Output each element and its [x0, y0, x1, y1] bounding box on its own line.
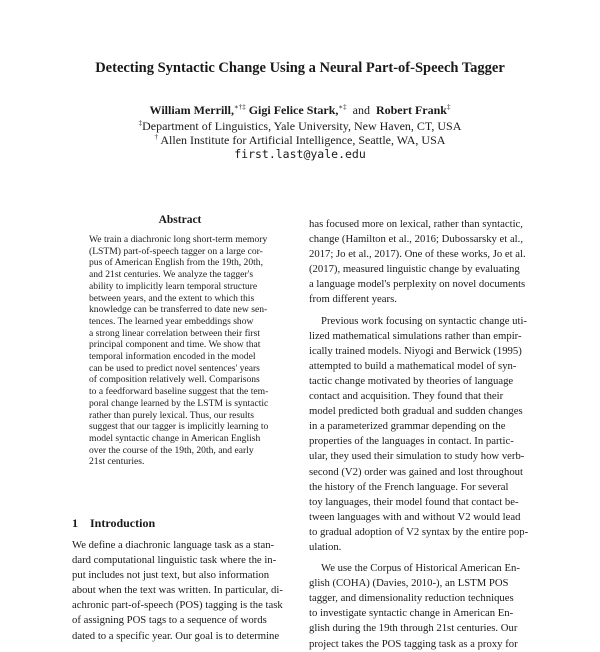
text-line: poral change learned by the LSTM is syntactic [89, 397, 269, 409]
author-marks: ∗‡ [338, 103, 347, 111]
text-line: glish (COHA) (Davies, 2010-), an LSTM POS [309, 577, 509, 590]
paper-title: Detecting Syntactic Change Using a Neural Part-of-Speech Tagger [95, 60, 505, 76]
text-line: over the course of the 19th, 20th, and early [89, 444, 254, 456]
author-marks: ‡ [446, 103, 451, 111]
text-line: We use the Corpus of Historical American En- [321, 562, 520, 575]
text-line: of assigning POS tags to a sequence of words [72, 614, 267, 627]
text-line: model syntactic change in American English [89, 432, 261, 444]
text-line: pus of American English from the 19th, 20th, [89, 257, 263, 269]
text-line: tween languages with and without V2 would lead [309, 510, 521, 523]
text-line: change (Hamilton et al., 2016; Dubossarsky et al., [309, 233, 523, 246]
text-line: rather than purely lexical. Thus, our results [89, 409, 255, 421]
abstract-body [89, 234, 275, 468]
text-line: temporal information encoded in the model [89, 351, 256, 363]
text-line: knowledge can be transferred to date new sen- [89, 304, 268, 316]
text-line: and 21st centuries. We analyze the tagger's [89, 269, 254, 281]
introduction-body [72, 538, 293, 644]
author-conjunction: and [352, 103, 370, 117]
text-line: a strong linear correlation between their first [89, 327, 261, 339]
text-line: ular, they used their simulation to study how verb- [309, 450, 525, 463]
text-line: dard computational linguistic task where the in- [72, 554, 277, 567]
text-line: can be used to predict novel sentences' years [89, 362, 260, 374]
text-line: ically trained models. Niyogi and Berwick (1995) [309, 344, 522, 357]
affiliation-text: Allen Institute for Artificial Intelligence, Seattle, WA, USA [160, 133, 446, 147]
text-line: ulation. [309, 540, 342, 553]
text-line: put includes not just text, but also information [72, 569, 270, 582]
text-line: attempted to build a mathematical model of syn- [309, 359, 517, 372]
text-line: properties of the languages in contact. In partic- [309, 435, 514, 448]
text-line: the history of the French language. For several [309, 480, 509, 493]
text-line: project takes the POS tagging task as a proxy for [309, 637, 518, 650]
author-name: Robert Frank [375, 103, 447, 117]
text-line: We define a diachronic language task as a stan- [72, 539, 275, 551]
abstract-heading: Abstract [158, 214, 202, 226]
affiliation [0, 119, 600, 134]
text-line: of composition relatively well. Comparisons [89, 374, 260, 386]
text-line: 21st centuries. [89, 456, 145, 468]
text-line: glish during the 19th through 21st centuries. Our [309, 622, 518, 635]
author-list [0, 103, 600, 118]
text-line: tactic change motivated by theories of language [309, 374, 514, 387]
text-line: in a parameterized grammar depending on the [309, 420, 506, 433]
text-line: principal component and time. We show that [89, 339, 261, 351]
affiliation [0, 133, 600, 148]
text-line: toy languages, their model found that contact be- [309, 495, 519, 508]
text-line: dated to a specific year. Our goal is to determine [72, 629, 280, 642]
author-marks: ∗†‡ [233, 103, 246, 111]
text-line: has focused more on lexical, rather than syntactic, [309, 218, 523, 230]
text-line: contact and acquisition. They found that their [309, 390, 504, 403]
text-line: suggest that our tagger is implicitly learning to [89, 421, 269, 433]
text-line: to a feedforward baseline suggest that the tem- [89, 386, 269, 398]
text-line: tences. The learned year embeddings show [89, 315, 254, 327]
text-line: between years, and the extent to which this [89, 292, 255, 304]
section-number: 1 [72, 516, 78, 530]
text-line: Previous work focusing on syntactic change uti- [321, 314, 527, 327]
text-line: We train a diachronic long short-term memory [89, 234, 268, 245]
text-line: ability to implicitly learn temporal structure [89, 280, 258, 292]
section-heading [72, 516, 155, 531]
text-line: (LSTM) part-of-speech tagger on a large cor- [89, 245, 263, 257]
text-line: to gradual adoption of V2 syntax by the entire pop- [309, 525, 529, 538]
text-line: achronic part-of-speech (POS) tagging is the task [72, 599, 283, 612]
author-name: William Merrill, [149, 103, 234, 117]
text-line: from different years. [309, 293, 397, 306]
affiliation-mark: † [154, 133, 159, 141]
text-line: 2017; Jo et al., 2017). One of these works, Jo et al. [309, 248, 526, 261]
text-line: to investigate syntactic change in American En- [309, 607, 514, 620]
text-line: lized mathematical simulations rather than empir- [309, 329, 522, 342]
section-title: Introduction [90, 516, 156, 530]
affiliation-mark: ‡ [138, 119, 143, 127]
text-line: about when the text was written. In particular, di- [72, 584, 283, 597]
author-email: first.last@yale.edu [234, 147, 366, 161]
author-name: Gigi Felice Stark, [248, 103, 339, 117]
text-line: second (V2) order was gained and lost throughout [309, 465, 523, 478]
text-line: a language model's perplexity on novel documents [309, 278, 526, 291]
affiliation-text: Department of Linguistics, Yale University, New Haven, CT, USA [142, 119, 462, 133]
text-line: (2017), measured linguistic change by evaluating [309, 263, 520, 276]
right-column-body [309, 217, 530, 652]
text-line: tagger, and dimensionality reduction techniques [309, 592, 514, 605]
text-line: model predicted both gradual and sudden changes [309, 405, 523, 418]
